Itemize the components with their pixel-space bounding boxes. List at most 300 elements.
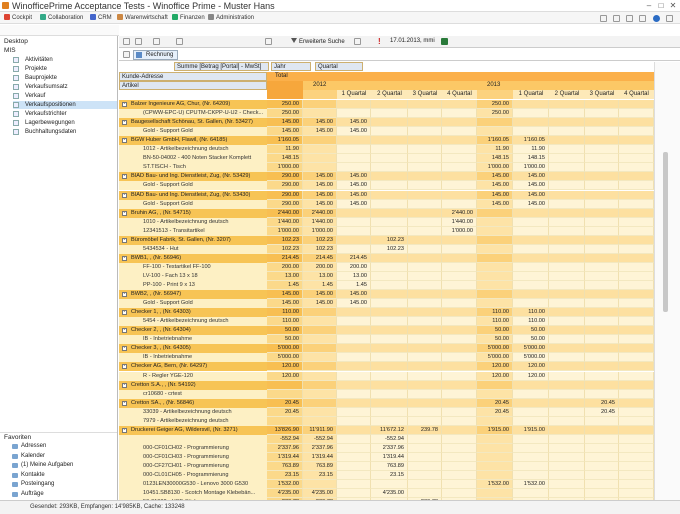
favorite-icon	[12, 482, 18, 487]
minimize-button[interactable]: –	[646, 1, 652, 10]
pivot-cell	[408, 227, 442, 236]
table-icon[interactable]	[176, 38, 183, 45]
settings-icon[interactable]	[639, 15, 646, 22]
pivot-cell	[585, 299, 619, 308]
pivot-cell	[585, 254, 619, 263]
article-row[interactable]: Gold - Support Gold	[119, 127, 267, 136]
nav-desktop[interactable]: Desktop	[4, 38, 28, 45]
article-row[interactable]: 000-CF01CH03 - Programmierung	[119, 453, 267, 462]
favorite-icon	[12, 473, 18, 478]
article-row[interactable]: 33039 - Artikelbezeichnung deutsch	[119, 408, 267, 417]
sidebar-item-buchhaltungsdaten[interactable]	[13, 128, 117, 136]
sidebar-item-label: Bauprojekte	[25, 75, 58, 81]
article-row[interactable]: Gold - Support Gold	[119, 200, 267, 209]
article-row[interactable]: cr10680 - crtest	[119, 390, 267, 399]
pivot-cell: 763.89	[303, 462, 337, 471]
article-row[interactable]: 000-CF01CH02 - Programmierung	[119, 444, 267, 453]
collapse-toggle-icon[interactable]: -	[123, 427, 126, 433]
pivot-cell	[549, 100, 585, 109]
pivot-cell: 102.23	[267, 245, 303, 254]
filter-clear-icon[interactable]	[354, 38, 361, 45]
pivot-cell	[337, 326, 371, 335]
customer-group-row[interactable]: BIAD Bau- und Ing. Dienstleist, Zug, (Nr. 53429) -	[119, 172, 267, 181]
pivot-cell: 763.89	[267, 462, 303, 471]
customer-group-row[interactable]: BIAD Bau- und Ing. Dienstleist, Zug, (Nr. 53430) -	[119, 191, 267, 200]
pivot-cell	[549, 191, 585, 200]
pivot-cell	[585, 227, 619, 236]
help-icon[interactable]	[653, 15, 660, 22]
pivot-cell	[619, 209, 654, 218]
maximize-button[interactable]: □	[658, 1, 664, 10]
pivot-cell: 110.00	[513, 308, 549, 317]
customer-group-row[interactable]: Balzer Ingenieure AG, Chur, (Nr. 64209) -	[119, 100, 267, 109]
pivot-cell	[408, 453, 442, 462]
sidebar-item-lagerbewegungen[interactable]	[13, 119, 117, 127]
menu-finanzen[interactable]	[172, 14, 205, 21]
pivot-cell	[303, 335, 337, 344]
article-row[interactable]: 5454 - Artikelbezeichnung deutsch	[119, 317, 267, 326]
pivot-cell: 145.00	[303, 290, 337, 299]
pivot-cell	[549, 145, 585, 154]
pivot-cell	[585, 263, 619, 272]
pivot-cell	[619, 317, 654, 326]
customer-group-row[interactable]: Checker 3, , (Nr. 64305) -	[119, 344, 267, 353]
pivot-cell	[303, 408, 337, 417]
pivot-cell: 20.45	[267, 408, 303, 417]
pivot-cell	[513, 281, 549, 290]
column-header-2012[interactable]: 2012	[303, 81, 477, 90]
customer-group-row[interactable]: BGW Huber GmbH, Flawil, (Nr. 64185) -	[119, 136, 267, 145]
pivot-cell	[549, 453, 585, 462]
pivot-cell	[371, 263, 408, 272]
collapse-toggle-icon[interactable]: -	[123, 400, 126, 406]
pivot-cell	[371, 154, 408, 163]
pivot-cell	[371, 408, 408, 417]
article-row[interactable]: 7979 - Artikelbezeichnung deutsch	[119, 417, 267, 426]
pivot-cell	[442, 480, 477, 489]
customer-group-row[interactable]: Checker 2, , (Nr. 64304) -	[119, 326, 267, 335]
pivot-cell: 250.00	[477, 109, 513, 118]
tab-label: Rechnung	[146, 52, 174, 58]
pivot-cell: 1'440.00	[303, 218, 337, 227]
pivot-cell	[337, 100, 371, 109]
pivot-cell	[337, 344, 371, 353]
pivot-cell: 5'000.00	[477, 353, 513, 362]
pivot-cell: -552.94	[267, 435, 303, 444]
sidebar-item-projekte[interactable]	[13, 65, 117, 73]
pivot-toolbar	[119, 36, 680, 48]
favorite-label: Kalender	[21, 452, 46, 459]
pivot-cell	[371, 100, 408, 109]
menu-administration[interactable]	[208, 14, 254, 21]
article-row[interactable]: 12341513 - Transitartikel	[119, 227, 267, 236]
menu-cockpit[interactable]	[4, 14, 32, 21]
pivot-cell: 1'319.44	[371, 453, 408, 462]
row-field-kunde-adresse[interactable]: Kunde-Adresse	[119, 72, 267, 81]
pivot-cell: 1'319.44	[267, 453, 303, 462]
sidebar-item-verkaufstrichter[interactable]	[13, 110, 117, 118]
pivot-cell	[337, 245, 371, 254]
menu-overflow-icon[interactable]	[666, 15, 673, 22]
pivot-cell: -552.94	[371, 435, 408, 444]
article-row[interactable]	[119, 435, 267, 444]
pivot-cell	[477, 435, 513, 444]
pivot-cell	[442, 435, 477, 444]
pivot-cell	[408, 172, 442, 181]
pivot-cell: 20.45	[267, 399, 303, 408]
pivot-cell	[337, 417, 371, 426]
article-row[interactable]: 10451.SB8130 - Scotch Montage Klebebän...	[119, 489, 267, 498]
customer-group-row[interactable]: Checker 1, , (Nr. 64303) -	[119, 308, 267, 317]
pivot-cell	[408, 399, 442, 408]
report-icon	[13, 75, 19, 81]
column-header-2012-q2[interactable]: 2 Quartal	[371, 90, 408, 99]
sidebar-item-verkauf[interactable]	[13, 92, 117, 100]
pivot-cell	[408, 362, 442, 371]
pivot-cell	[442, 299, 477, 308]
collapse-toggle-icon[interactable]: -	[123, 119, 126, 125]
pivot-cell	[513, 254, 549, 263]
customer-group-row[interactable]: Checker AG, Bern, (Nr. 64297) -	[119, 362, 267, 371]
pivot-cell: 120.00	[477, 372, 513, 381]
pivot-cell	[549, 136, 585, 145]
pivot-cell	[408, 390, 442, 399]
row-field-artikel[interactable]: Artikel	[119, 81, 267, 90]
chart-icon[interactable]	[153, 38, 160, 45]
pivot-cell	[442, 417, 477, 426]
pivot-cell	[442, 390, 477, 399]
mail-icon[interactable]	[613, 15, 620, 22]
sidebar-item-label: Verkaufstrichter	[25, 111, 67, 117]
window-titlebar	[0, 0, 680, 12]
customer-group-row[interactable]: Druckerei Geiger AG, Wildersvil, (Nr. 3271) -	[119, 426, 267, 435]
pivot-cell	[337, 426, 371, 435]
pivot-cell	[549, 209, 585, 218]
article-row[interactable]: 1012 - Artikelbezeichnung deutsch	[119, 145, 267, 154]
pivot-cell	[371, 254, 408, 263]
column-header-2013-q2[interactable]: 2 Quartal	[549, 90, 585, 99]
pivot-cell	[337, 227, 371, 236]
favorite-icon	[12, 444, 18, 449]
grid-icon[interactable]	[135, 38, 142, 45]
report-icon	[13, 111, 19, 117]
collapse-toggle-icon[interactable]: -	[123, 137, 126, 143]
collapse-toggle-icon[interactable]: -	[123, 345, 126, 351]
pivot-cell	[477, 390, 513, 399]
pivot-cell	[549, 154, 585, 163]
pivot-cell	[303, 417, 337, 426]
pivot-cell: 23.15	[267, 471, 303, 480]
pivot-grid[interactable]	[119, 62, 654, 500]
pivot-cell	[619, 254, 654, 263]
menu-collaboration[interactable]	[40, 14, 83, 21]
pivot-cell	[477, 381, 513, 390]
pivot-cell: 5'000.00	[267, 353, 303, 362]
favorite-adressen[interactable]	[12, 443, 46, 449]
article-row[interactable]: 5434534 - Hut	[119, 245, 267, 254]
article-row[interactable]: R - Regler YGE-120	[119, 372, 267, 381]
collapse-toggle-icon[interactable]: -	[123, 255, 126, 261]
pivot-cell	[549, 227, 585, 236]
favorite-label: (1) Meine Aufgaben	[21, 462, 74, 468]
pivot-cell: 1'000.00	[267, 163, 303, 172]
favorite--1-meine-aufgaben[interactable]	[12, 462, 73, 468]
collapse-toggle-icon[interactable]: -	[123, 192, 126, 198]
pivot-cell	[619, 480, 654, 489]
sidebar-item-verkaufsumsatz[interactable]	[13, 83, 117, 91]
pivot-cell	[619, 172, 654, 181]
administration-icon	[208, 14, 214, 20]
pivot-cell: 1'000.00	[442, 227, 477, 236]
pivot-cell: 102.23	[371, 236, 408, 245]
pivot-cell: 2'440.00	[267, 209, 303, 218]
pivot-cell	[442, 308, 477, 317]
pivot-cell: 2'337.96	[267, 444, 303, 453]
pivot-cell: 5'000.00	[477, 344, 513, 353]
pivot-cell	[619, 218, 654, 227]
favorite-posteingang[interactable]	[12, 481, 54, 487]
pivot-cell	[442, 118, 477, 127]
article-row[interactable]: Gold - Support Gold	[119, 299, 267, 308]
pivot-cell	[477, 118, 513, 127]
pivot-cell	[442, 191, 477, 200]
column-header-2013-q3[interactable]: 3 Quartal	[585, 90, 619, 99]
article-row[interactable]: LV-100 - Fach 13 x 18	[119, 272, 267, 281]
pivot-cell	[619, 100, 654, 109]
column-header-2012-q1[interactable]: 1 Quartal	[337, 90, 371, 99]
pivot-cell	[619, 489, 654, 498]
advanced-search-label: Erweiterte Suche	[299, 39, 345, 45]
sidebar-item-bauprojekte[interactable]	[13, 74, 117, 82]
collaboration-icon	[40, 14, 46, 20]
pivot-cell	[408, 218, 442, 227]
pivot-cell	[619, 281, 654, 290]
pivot-cell	[442, 471, 477, 480]
report-icon	[13, 66, 19, 72]
column-header-2012-q4[interactable]: 4 Quartal	[442, 90, 477, 99]
customer-group-row[interactable]: Baugesellschaft Schönau, St. Gallen, (Nr. 53427) -	[119, 118, 267, 127]
menu-label: Finanzen	[180, 15, 205, 21]
pivot-cell: 50.00	[477, 335, 513, 344]
pivot-cell	[619, 245, 654, 254]
pivot-cell	[619, 163, 654, 172]
phone-icon[interactable]	[600, 15, 607, 22]
pivot-cell	[442, 245, 477, 254]
pivot-cell	[371, 227, 408, 236]
article-row[interactable]: 000-CL01CH05 - Programmierung	[119, 471, 267, 480]
pivot-cell	[303, 154, 337, 163]
menu-label: CRM	[98, 15, 112, 21]
layout-icon[interactable]	[123, 38, 130, 45]
column-header-2013[interactable]: 2013	[477, 81, 654, 90]
pivot-cell	[442, 181, 477, 190]
pivot-cell	[585, 100, 619, 109]
pivot-cell: 20.45	[585, 399, 619, 408]
pivot-cell	[513, 127, 549, 136]
collapse-toggle-icon[interactable]: -	[123, 309, 126, 315]
pivot-cell	[337, 353, 371, 362]
pivot-cell: 4'235.00	[303, 489, 337, 498]
pivot-cell	[619, 381, 654, 390]
pivot-cell	[371, 344, 408, 353]
pivot-cell	[477, 462, 513, 471]
pivot-cell	[442, 399, 477, 408]
favorite-icon	[12, 454, 18, 459]
column-header-2012-total-blank	[303, 90, 337, 99]
pivot-cell	[619, 372, 654, 381]
customer-group-row[interactable]: BWB2, , (Nr. 56947) -	[119, 290, 267, 299]
save-icon[interactable]	[265, 38, 272, 45]
pivot-cell	[585, 344, 619, 353]
pivot-cell: 239.78	[408, 426, 442, 435]
pivot-cell	[408, 181, 442, 190]
tab-list-icon[interactable]	[123, 51, 130, 58]
pivot-cell	[585, 372, 619, 381]
article-row[interactable]: 000-CF27CH01 - Programmierung	[119, 462, 267, 471]
pivot-cell: 145.00	[303, 127, 337, 136]
crm-icon	[90, 14, 96, 20]
customer-group-row[interactable]: Cretton SA., , (Nr. 56846) -	[119, 399, 267, 408]
pivot-cell	[549, 435, 585, 444]
excel-export-icon[interactable]	[441, 38, 448, 45]
pivot-cell	[371, 299, 408, 308]
article-row[interactable]: IB - Inbetriebnahme	[119, 353, 267, 362]
pivot-cell	[442, 453, 477, 462]
pivot-cell	[442, 381, 477, 390]
article-row[interactable]: 1010 - Artikelbezeichnung deutsch	[119, 218, 267, 227]
pivot-cell	[513, 209, 549, 218]
collapse-toggle-icon[interactable]: -	[123, 382, 126, 388]
pivot-cell	[619, 272, 654, 281]
favorite-kontakte[interactable]	[12, 472, 45, 478]
main-menu-bar	[0, 12, 680, 24]
column-header-2013-q4[interactable]: 4 Quartal	[619, 90, 654, 99]
pivot-cell	[549, 254, 585, 263]
menu-warenwirtschaft[interactable]	[117, 14, 168, 21]
pivot-cell: 110.00	[513, 317, 549, 326]
article-row[interactable]: ST.TISCH - Tisch	[119, 163, 267, 172]
pivot-cell	[303, 145, 337, 154]
column-field-quartal[interactable]: Quartal	[315, 62, 363, 71]
pivot-cell	[303, 317, 337, 326]
column-field-jahr[interactable]: Jahr	[271, 62, 311, 71]
article-row[interactable]: PP-100 - Print 9 x 13	[119, 281, 267, 290]
pivot-cell: 145.00	[513, 200, 549, 209]
pivot-cell: -552.94	[303, 435, 337, 444]
pivot-cell	[585, 191, 619, 200]
customer-group-row[interactable]: Cretton S.A., , (Nr. 54192) -	[119, 381, 267, 390]
column-header-2012-q3[interactable]: 3 Quartal	[408, 90, 442, 99]
pivot-cell	[549, 399, 585, 408]
pivot-cell: 1'319.44	[303, 453, 337, 462]
pivot-cell	[442, 344, 477, 353]
article-row[interactable]: Gold - Support Gold	[119, 181, 267, 190]
pivot-cell: 145.00	[303, 181, 337, 190]
collapse-toggle-icon[interactable]: -	[123, 327, 126, 333]
pivot-cell	[549, 317, 585, 326]
pivot-cell: 23.15	[371, 471, 408, 480]
pivot-cell: 200.00	[303, 263, 337, 272]
pivot-cell: 1'160.05	[477, 136, 513, 145]
pivot-cell: 145.00	[513, 181, 549, 190]
collapse-toggle-icon[interactable]: -	[123, 237, 126, 243]
close-button[interactable]: ✕	[669, 1, 677, 10]
sidebar-item-aktivit-ten[interactable]	[13, 56, 117, 64]
customer-group-row[interactable]: Bruhin AG, , (Nr. 54715) -	[119, 209, 267, 218]
sidebar-item-verkaufspositionen[interactable]	[13, 101, 117, 109]
pivot-cell	[442, 462, 477, 471]
pivot-cell	[408, 408, 442, 417]
article-row[interactable]: 0123LEN30000G530 - Lenovo 3000 G530	[119, 480, 267, 489]
pivot-cell	[585, 154, 619, 163]
customer-group-row[interactable]: BWB1, , (Nr. 56946) -	[119, 254, 267, 263]
pivot-cell	[549, 109, 585, 118]
article-row[interactable]: BN-50-04002 - 400 Noten Stacker Komplett	[119, 154, 267, 163]
customer-group-row[interactable]: Büromöbel Fabrik, St. Gallen, (Nr. 3207) -	[119, 236, 267, 245]
favorite-auftr-ge[interactable]	[12, 491, 44, 497]
collapse-toggle-icon[interactable]: -	[123, 173, 126, 179]
pivot-cell	[513, 218, 549, 227]
pivot-cell	[371, 191, 408, 200]
pivot-cell	[442, 272, 477, 281]
article-row[interactable]: (CPWW-EPC-U) CPUTM-CKPP-U-U2 - Check...	[119, 109, 267, 118]
pivot-cell	[371, 200, 408, 209]
pivot-cell: 1'160.05	[267, 136, 303, 145]
article-row[interactable]: IB - Inbetriebnahme	[119, 335, 267, 344]
pivot-cell	[585, 326, 619, 335]
pivot-cell: 290.00	[267, 200, 303, 209]
favorite-label: Kontakte	[21, 471, 45, 478]
link-icon[interactable]	[626, 15, 633, 22]
menu-crm[interactable]	[90, 14, 112, 21]
pivot-cell: 5'000.00	[513, 344, 549, 353]
tab-rechnung[interactable]	[133, 50, 178, 60]
collapse-toggle-icon[interactable]: -	[123, 101, 126, 107]
collapse-toggle-icon[interactable]: -	[123, 363, 126, 369]
pivot-cell	[619, 344, 654, 353]
article-row[interactable]: FF-100 - Testartikel FF-100	[119, 263, 267, 272]
collapse-toggle-icon[interactable]: -	[123, 291, 126, 297]
pivot-cell: 145.00	[267, 118, 303, 127]
pivot-cell	[408, 335, 442, 344]
nav-mis[interactable]: MIS	[4, 47, 16, 54]
warehouse-icon	[117, 14, 123, 20]
pivot-cell	[371, 127, 408, 136]
pivot-cell	[619, 426, 654, 435]
scrollbar-thumb[interactable]	[663, 152, 668, 312]
pivot-cell: 250.00	[267, 100, 303, 109]
pivot-cell: 20.45	[585, 408, 619, 417]
collapse-toggle-icon[interactable]: -	[123, 210, 126, 216]
pivot-cell	[408, 489, 442, 498]
pivot-cell	[303, 344, 337, 353]
pivot-cell	[585, 109, 619, 118]
pivot-cell: 200.00	[337, 263, 371, 272]
sidebar-item-label: Buchhaltungsdaten	[25, 129, 77, 135]
vertical-scrollbar[interactable]	[654, 62, 680, 500]
pivot-cell	[513, 489, 549, 498]
advanced-search-button[interactable]	[291, 38, 345, 45]
pivot-cell: 1'915.00	[513, 426, 549, 435]
column-header-2013-q1[interactable]: 1 Quartal	[513, 90, 549, 99]
pivot-cell: 250.00	[477, 100, 513, 109]
pivot-cell	[585, 245, 619, 254]
pivot-cell: 145.00	[303, 191, 337, 200]
pivot-cell: 214.45	[267, 254, 303, 263]
pivot-cell: 13.00	[303, 272, 337, 281]
measure-field-header[interactable]: Summe [Betrag [Portal] - MwSt]	[174, 62, 269, 71]
favorite-kalender[interactable]	[12, 453, 45, 459]
